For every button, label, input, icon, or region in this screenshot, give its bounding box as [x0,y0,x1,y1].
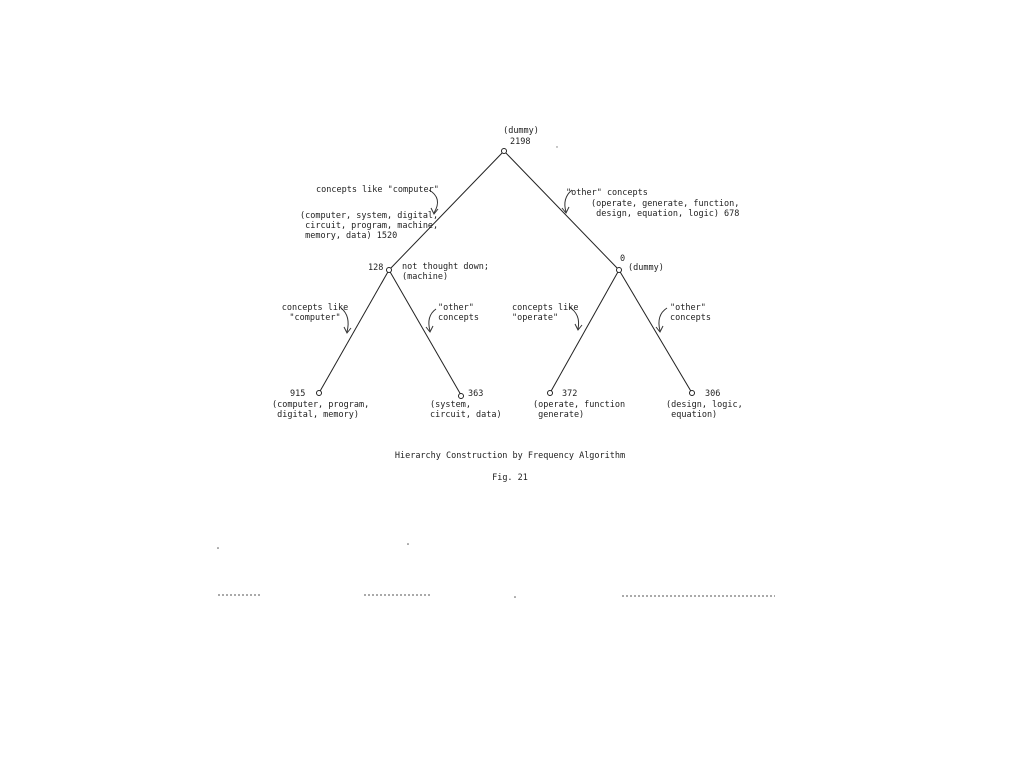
left-node-count: 128 [368,263,384,273]
leaf-branch-label-1: concepts like "computer" [281,303,349,323]
right-node-label: (dummy) [628,263,664,273]
figure-caption: Hierarchy Construction by Frequency Algorithm [394,451,626,461]
root-node [502,149,507,154]
leaf-branch-label-3: concepts like "operate" [512,303,579,323]
arrow-leaf2 [426,309,436,332]
left-branch-label: concepts like "computer" [316,185,439,195]
edge-right-leaf3 [550,270,619,393]
right-node-count: 0 [620,254,626,264]
edge-left-leaf2 [389,270,461,395]
leaf-node-3 [548,391,553,396]
leaf-3-count: 372 [562,389,578,399]
edge-right-leaf4 [619,270,692,393]
figure-label: Fig. 21 [492,473,528,483]
arrow-leaf4 [656,308,667,332]
left-node [387,268,392,273]
edge-left-leaf1 [319,270,389,393]
leaf-1-members: (computer, program, digital, memory) [272,400,370,420]
leaf-node-4 [690,391,695,396]
leaf-2-count: 363 [468,389,484,399]
leaf-1-count: 915 [290,389,306,399]
leaf-branch-label-4: "other" concepts [670,303,711,323]
leaf-4-members: (design, logic, equation) [666,400,743,420]
root-label: (dummy) [503,126,539,136]
leaf-branch-label-2: "other" concepts [438,303,479,323]
left-node-members: (computer, system, digital, circuit, program, machine, memory, data) 1520 [300,211,439,241]
leaf-2-members: (system, circuit, data) [430,400,502,420]
leaf-4-count: 306 [705,389,721,399]
right-node [617,268,622,273]
leaf-node-1 [317,391,322,396]
leaf-3-members: (operate, function generate) [533,400,626,420]
leaf-node-2 [459,394,464,399]
right-node-members: (operate, generate, function, design, equation, logic) 678 [591,199,740,219]
left-node-note: not thought down; (machine) [402,262,489,282]
root-count: 2198 [510,137,531,147]
right-branch-label: "other" concepts [566,188,648,198]
